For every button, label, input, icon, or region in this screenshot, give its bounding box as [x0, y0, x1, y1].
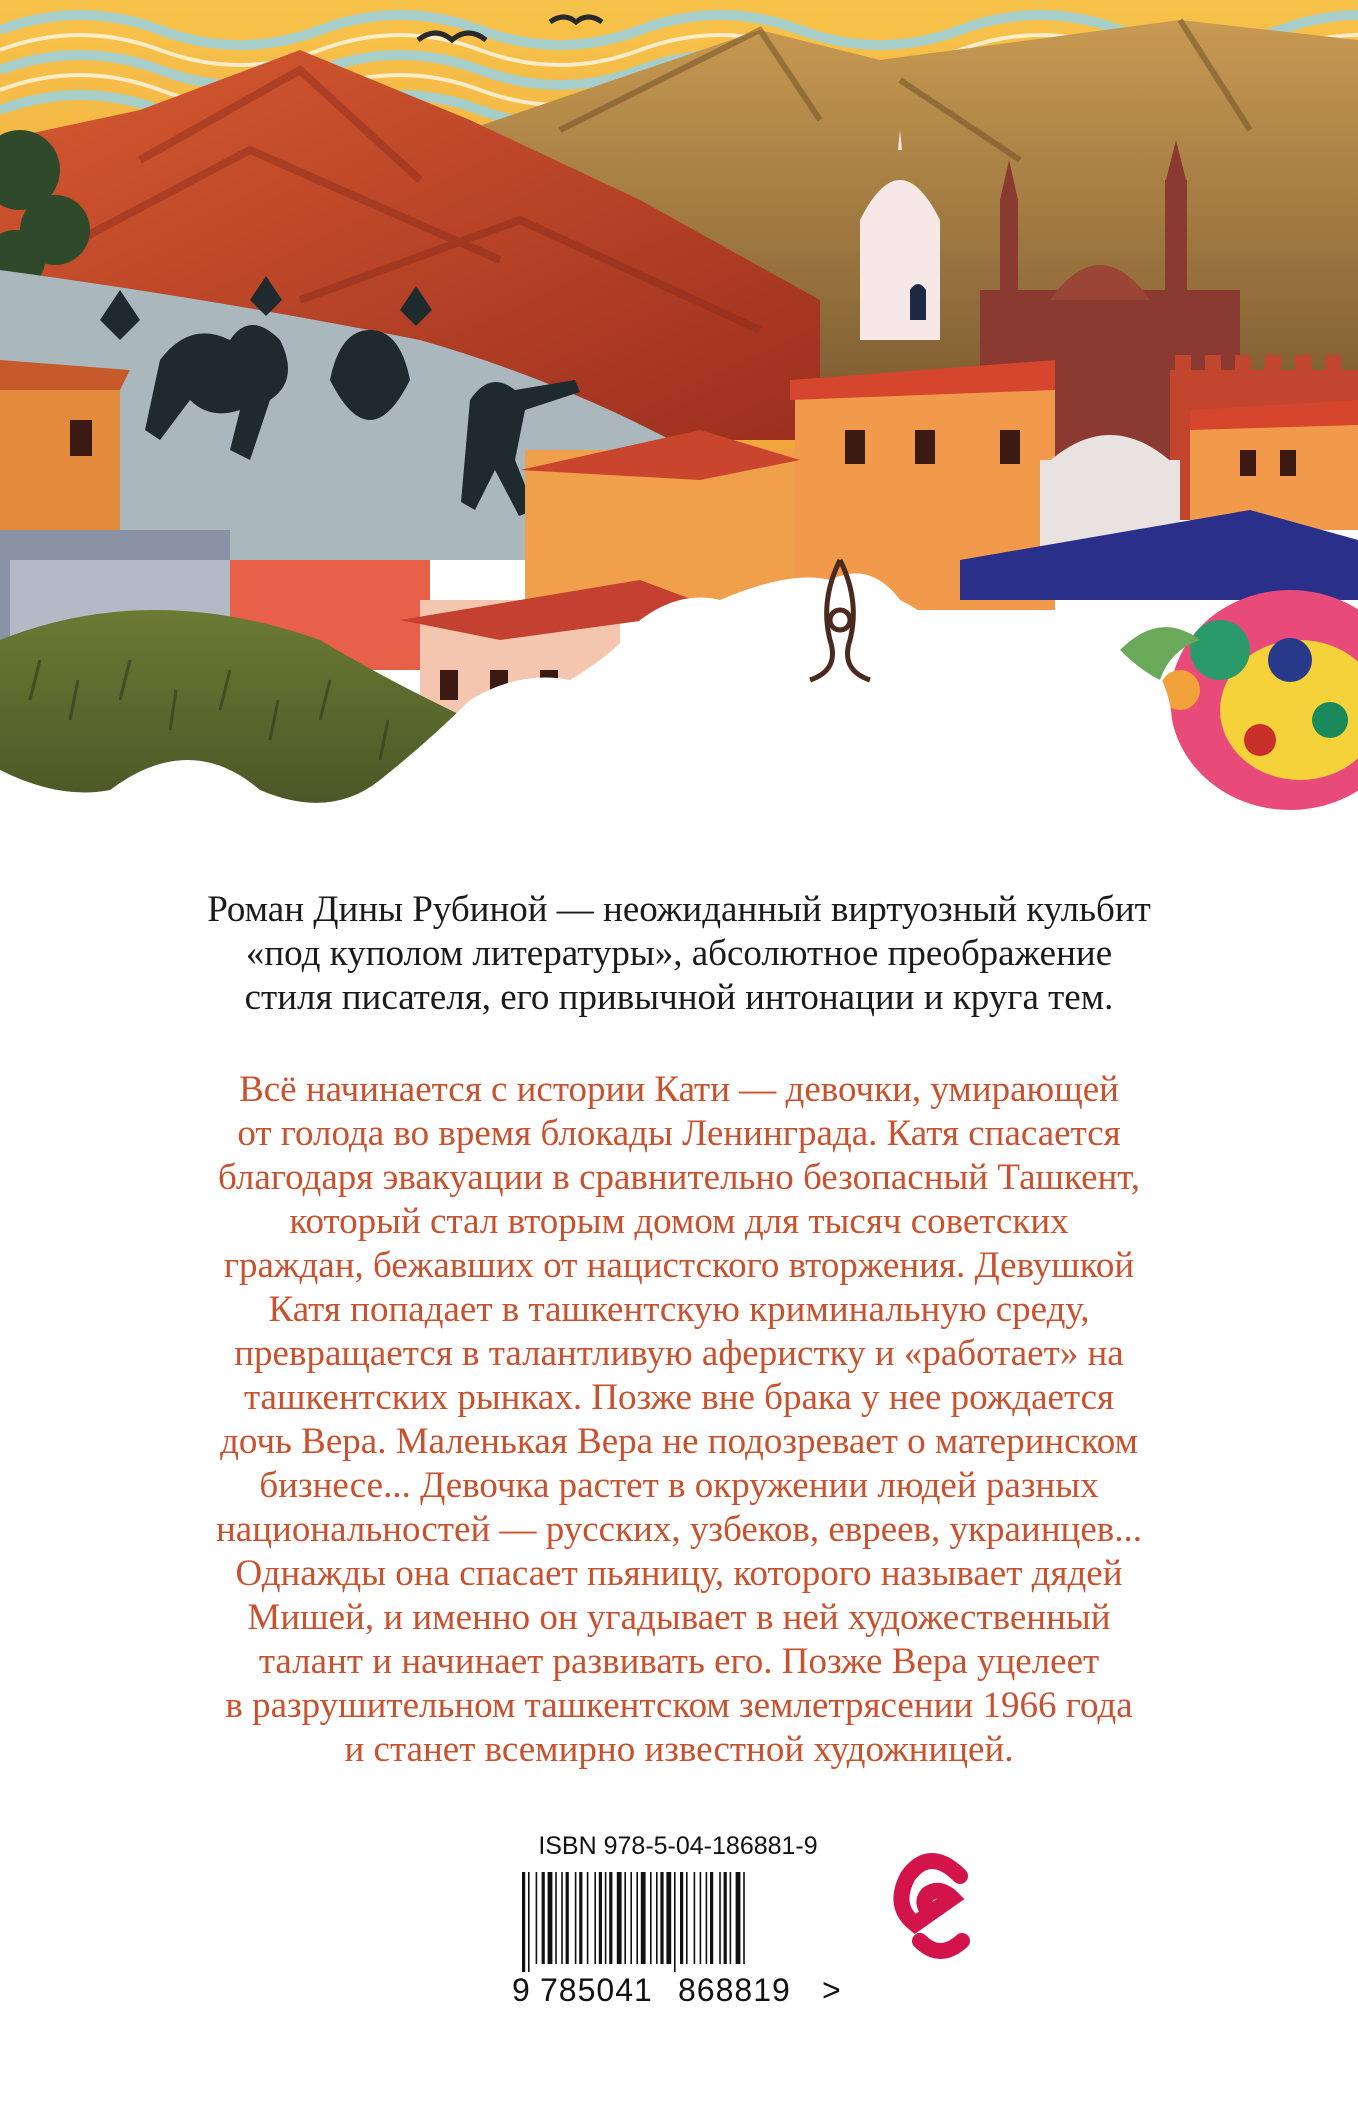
barcode-bar — [542, 1872, 545, 1964]
barcode-bar — [636, 1872, 638, 1964]
barcode-bar — [743, 1872, 745, 1964]
barcode-bar — [555, 1872, 557, 1964]
barcode-bar — [724, 1872, 727, 1964]
synopsis-line: Однажды она спасает пьяницу, которого называет дядей — [235, 1553, 1123, 1594]
barcode-group-2: 868819 — [678, 1972, 791, 2008]
synopsis-line: и станет всемирно известной художницей. — [344, 1729, 1014, 1770]
synopsis-line: благодаря эвакуации в сравнительно безопасный Ташкент, — [218, 1157, 1140, 1198]
synopsis-line: в разрушительном ташкентском землетрясении 1966 года — [225, 1685, 1133, 1726]
synopsis-line: граждан, бежавших от нацистского вторжения. Девушкой — [223, 1245, 1135, 1286]
barcode-bar — [617, 1872, 622, 1964]
synopsis-line: дочь Вера. Маленькая Вера не подозревает о материнском — [220, 1421, 1138, 1462]
barcode-bar — [587, 1872, 589, 1964]
barcode-bar — [548, 1872, 553, 1964]
barcode-bar — [730, 1872, 732, 1964]
synopsis-line: ташкентских рынках. Позже вне брака у нее рождается — [243, 1377, 1115, 1418]
barcode-bar — [641, 1872, 646, 1964]
barcode-bar — [666, 1872, 671, 1964]
blurb-intro-line: Роман Дины Рубиной — неожиданный виртуозный кульбит — [207, 889, 1151, 930]
isbn-label: ISBN 978-5-04-186881-9 — [538, 1832, 818, 1860]
barcode-bar — [719, 1872, 721, 1964]
barcode-bar — [579, 1872, 582, 1964]
barcode-bar — [674, 1872, 676, 1972]
synopsis-line: национальностей — русских, узбеков, евреев, украинцев... — [216, 1509, 1142, 1550]
isbn-block — [512, 1832, 844, 2012]
barcode-bar — [660, 1872, 663, 1964]
synopsis-line: превращается в талантливую аферистку и «работает» на — [234, 1333, 1124, 1374]
barcode-bar — [575, 1872, 577, 1964]
barcode-lead-digit: 9 — [512, 1972, 531, 2008]
barcode-bar — [609, 1872, 612, 1964]
barcode-bar — [522, 1872, 525, 1972]
blurb-intro — [90, 888, 1268, 1020]
barcode-end-mark: > — [822, 1972, 842, 2008]
synopsis-line: Катя попадает в ташкентскую криминальную среду, — [268, 1289, 1090, 1330]
synopsis-line: Всё начинается с истории Кати — девочки, умирающей — [239, 1069, 1119, 1110]
blurb-synopsis — [100, 1068, 1258, 1772]
barcode-bar — [736, 1872, 741, 1964]
publisher-logo-icon — [890, 1846, 980, 1976]
barcode-bar — [536, 1872, 538, 1964]
barcode-bar — [710, 1872, 713, 1964]
barcode-group-1: 785041 — [540, 1972, 653, 2008]
barcode-bar — [630, 1872, 632, 1964]
blurb-intro-line: «под куполом литературы», абсолютное преображение — [245, 933, 1113, 974]
blurb-intro-line: стиля писателя, его привычной интонации и круга тем. — [244, 977, 1114, 1018]
barcode-bar — [650, 1872, 652, 1964]
barcode-bar — [594, 1872, 596, 1964]
barcode-bar — [605, 1872, 607, 1964]
barcode-bar — [566, 1872, 569, 1964]
synopsis-line: от голода во время блокады Ленинграда. Катя спасается — [237, 1113, 1121, 1154]
barcode — [522, 1872, 832, 1972]
barcode-bar — [706, 1872, 708, 1964]
barcode-bar — [561, 1872, 563, 1964]
suzani-pattern — [1160, 590, 1358, 810]
synopsis-line: Мишей, и именно он угадывает в ней художественный — [247, 1597, 1111, 1638]
barcode-bar — [624, 1872, 626, 1964]
barcode-bar — [680, 1872, 683, 1964]
barcode-bar — [700, 1872, 702, 1964]
barcode-bar — [528, 1872, 530, 1972]
synopsis-line: бизнесе... Девочка растет в окружении людей разных — [259, 1465, 1099, 1506]
barcode-bar — [656, 1872, 658, 1964]
cover-illustration — [0, 0, 1358, 880]
barcode-bar — [599, 1872, 602, 1964]
barcode-bar — [694, 1872, 696, 1964]
synopsis-line: талант и начинает развивать его. Позже Вера уцелеет — [258, 1641, 1100, 1682]
barcode-bar — [686, 1872, 688, 1964]
synopsis-line: который стал вторым домом для тысяч советских — [289, 1201, 1069, 1242]
